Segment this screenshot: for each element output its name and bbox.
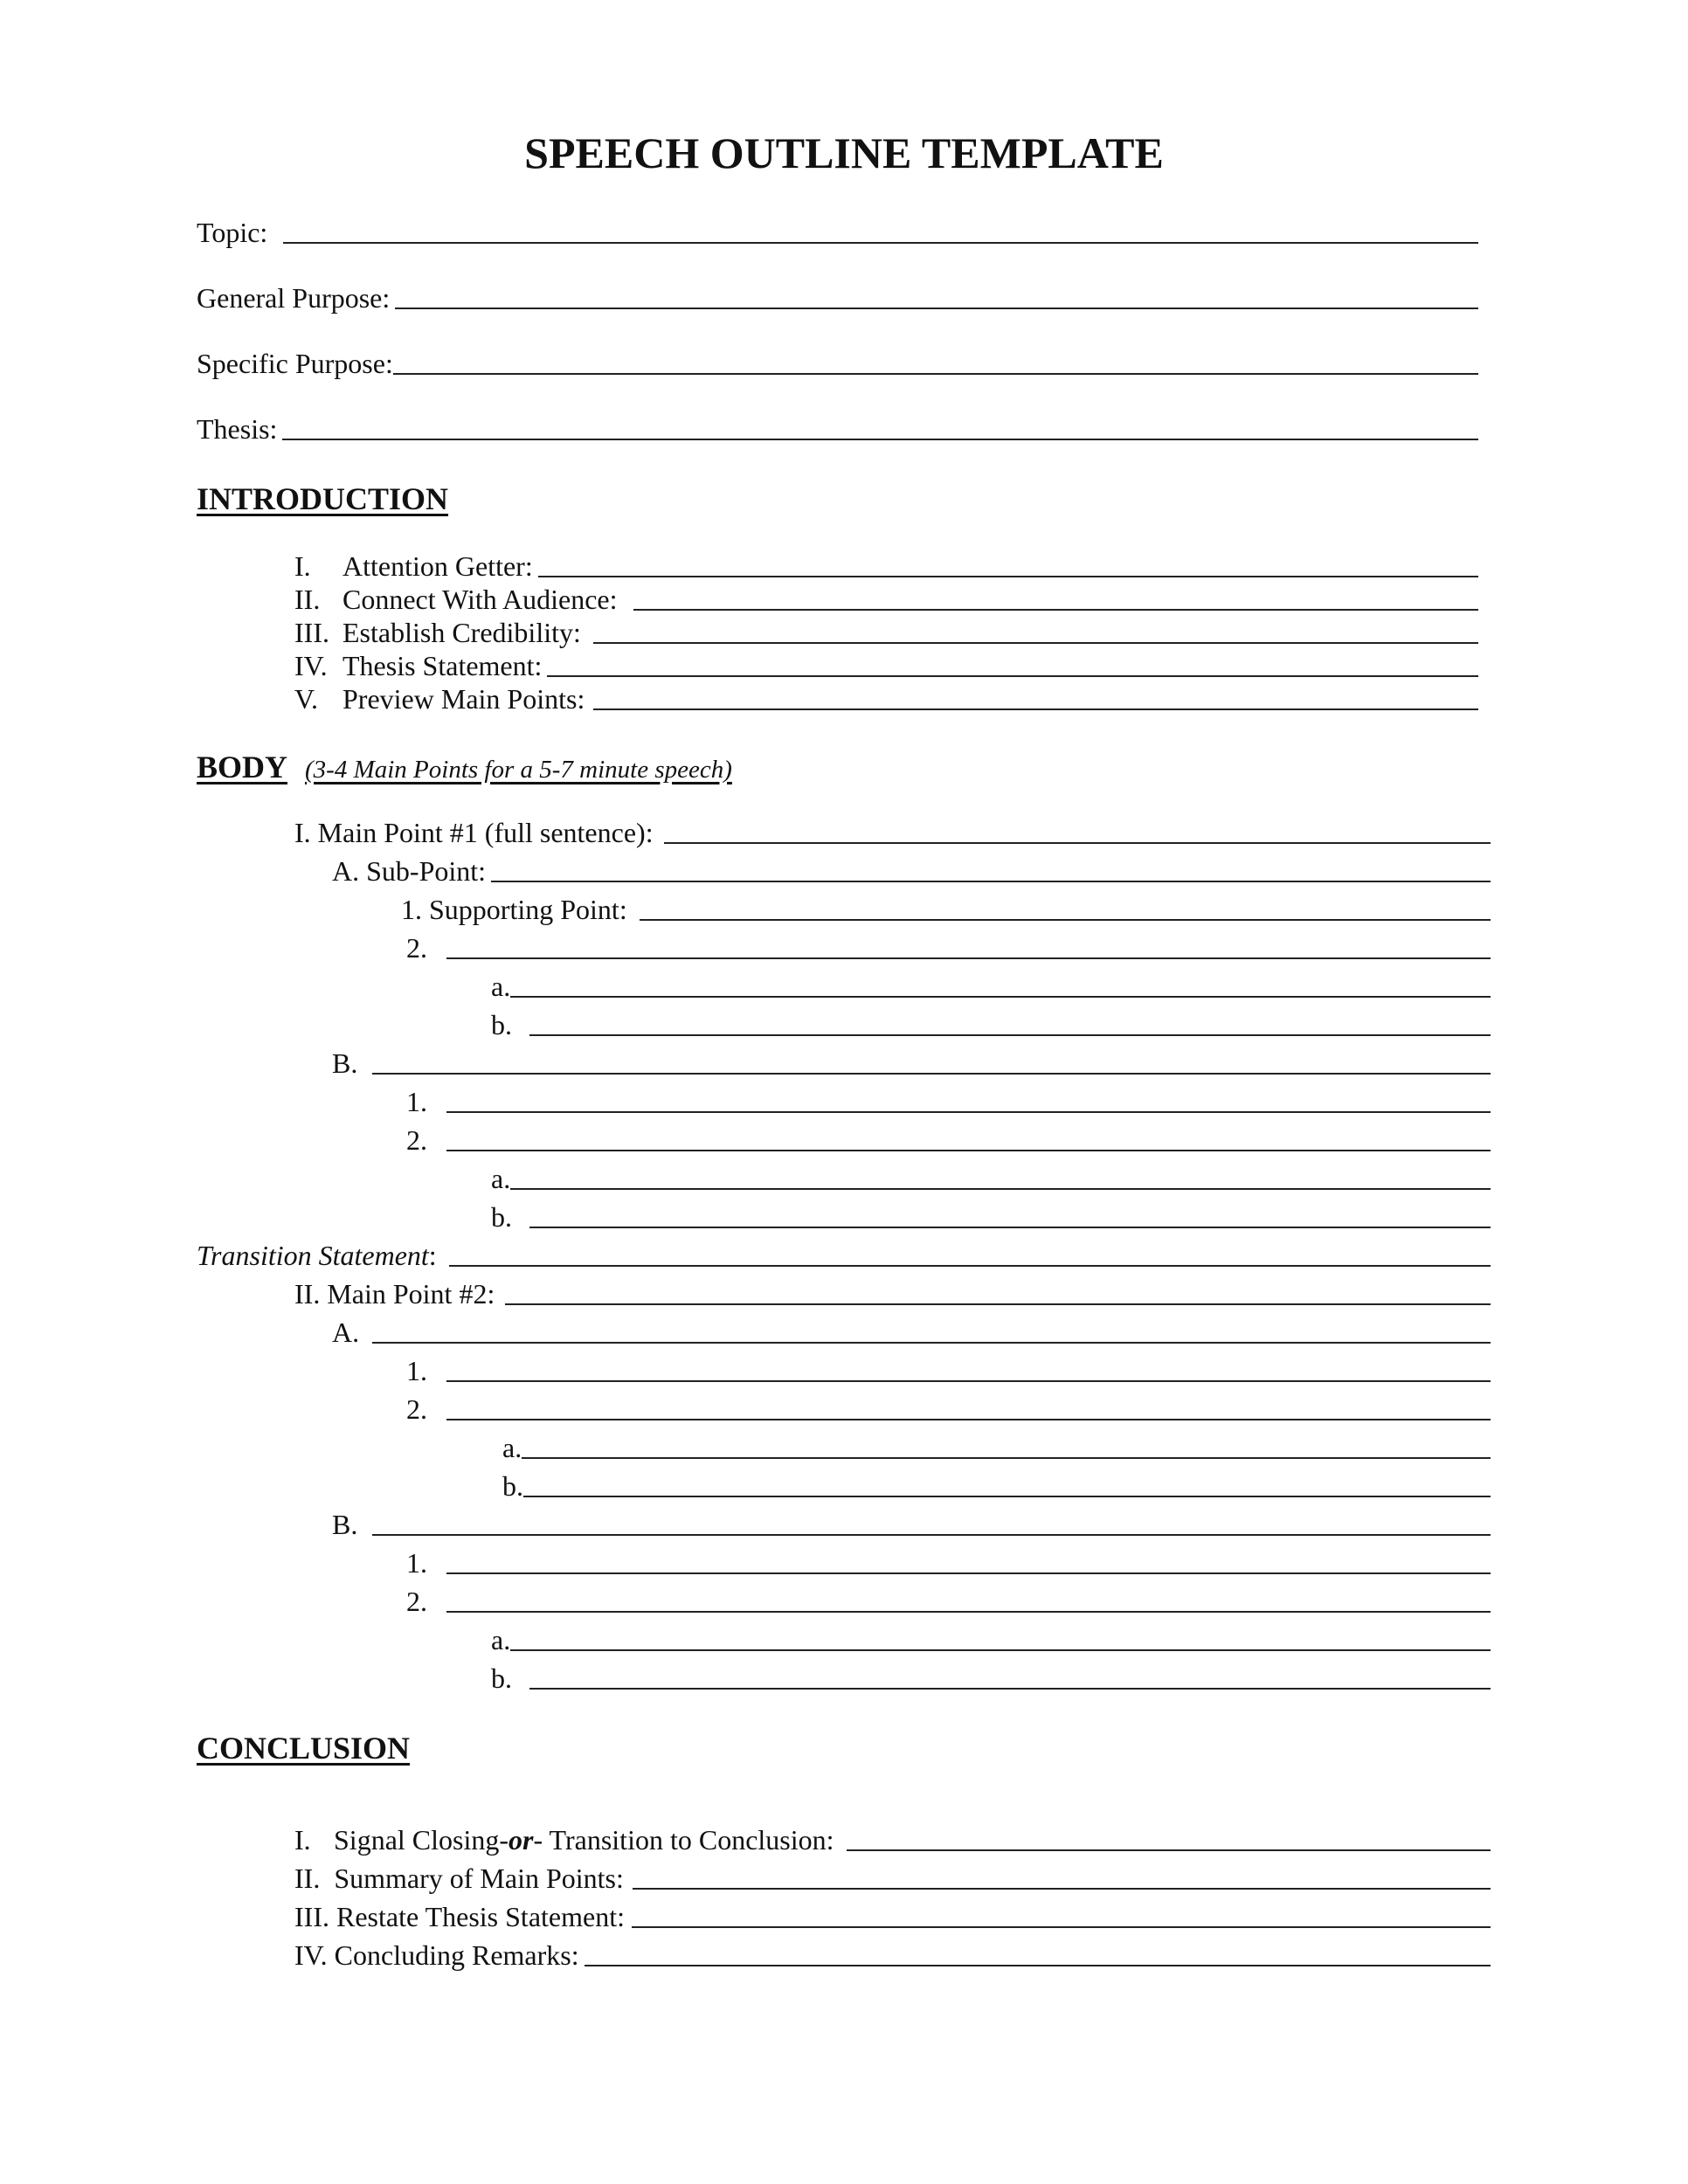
main2-sub-a-1-line[interactable] (446, 1379, 1491, 1382)
main1-sub-b[interactable] (332, 1049, 1491, 1077)
topic-field[interactable] (197, 218, 1478, 246)
main1-sub-a-2b-label: b. (491, 1009, 512, 1040)
transition-colon: : (428, 1240, 437, 1271)
main1-sub-a-1[interactable] (401, 895, 1491, 923)
main1-sub-b-2b-line[interactable] (529, 1225, 1491, 1228)
main1-sub-b-2a-label: a. (491, 1163, 511, 1194)
main2-sub-a-2-label: 2. (406, 1393, 427, 1425)
general-purpose-label: General Purpose: (197, 282, 391, 314)
main1-sub-a-label: A. Sub-Point: (332, 855, 487, 887)
intro-item-3-label: Establish Credibility: (342, 617, 581, 648)
intro-item-3[interactable] (294, 619, 1478, 646)
main2-sub-b-line[interactable] (372, 1532, 1491, 1536)
main1-sub-a-2[interactable] (406, 934, 1491, 962)
conclusion-item-1-line[interactable] (847, 1848, 1491, 1851)
main2-sub-b-2b-line[interactable] (529, 1686, 1491, 1690)
conclusion-item-3[interactable] (294, 1903, 1491, 1931)
main-point-2-label: II. Main Point #2: (294, 1278, 495, 1310)
main1-sub-a-2a[interactable] (491, 972, 1491, 1000)
conclusion-heading: CONCLUSION (197, 1731, 411, 1766)
main1-sub-a-2-label: 2. (406, 932, 427, 964)
thesis-line[interactable] (282, 437, 1478, 440)
intro-item-4[interactable] (294, 652, 1478, 680)
main2-sub-a-2[interactable] (406, 1395, 1491, 1423)
main2-sub-b-2b[interactable] (491, 1664, 1491, 1692)
main1-sub-a[interactable] (332, 857, 1491, 885)
main2-sub-a-2b-label: b. (502, 1470, 523, 1502)
general-purpose-field[interactable] (197, 284, 1478, 312)
conclusion-item-4-line[interactable] (585, 1963, 1491, 1966)
conclusion-item-3-label: III. Restate Thesis Statement: (294, 1901, 625, 1932)
main1-sub-b-label: B. (332, 1047, 358, 1079)
conclusion-item-4-label: IV. Concluding Remarks: (294, 1939, 579, 1971)
intro-item-1-num: I. (294, 550, 311, 582)
transition-statement[interactable] (197, 1241, 1491, 1269)
main1-sub-b-1-label: 1. (406, 1086, 427, 1117)
conclusion-item-4[interactable] (294, 1941, 1491, 1969)
specific-purpose-label: Specific Purpose: (197, 348, 393, 379)
body-note: (3-4 Main Points for a 5-7 minute speech) (305, 756, 732, 784)
main1-sub-b-2a[interactable] (491, 1165, 1491, 1192)
intro-item-5[interactable] (294, 685, 1478, 713)
intro-item-5-label: Preview Main Points: (342, 683, 585, 715)
main2-sub-a-2b-line[interactable] (523, 1494, 1491, 1497)
main2-sub-b-1[interactable] (406, 1549, 1491, 1577)
main1-sub-a-1-label: 1. Supporting Point: (401, 894, 627, 925)
body-heading-text: BODY (197, 750, 288, 784)
main2-sub-a-1-label: 1. (406, 1355, 427, 1386)
main2-sub-b-2a-line[interactable] (510, 1648, 1491, 1651)
conclusion-item-1-num: I. (294, 1824, 311, 1856)
main-point-1-label: I. Main Point #1 (full sentence): (294, 817, 654, 848)
main1-sub-a-1-line[interactable] (640, 917, 1491, 921)
transition-label: Transition Statement (197, 1240, 429, 1271)
main1-sub-a-2b[interactable] (491, 1011, 1491, 1039)
main1-sub-a-2-line[interactable] (446, 956, 1491, 959)
body-heading (197, 751, 732, 783)
main2-sub-a-2a[interactable] (502, 1434, 1491, 1462)
main2-sub-a-label: A. (332, 1317, 360, 1348)
thesis-field[interactable] (197, 415, 1478, 443)
intro-item-3-line[interactable] (593, 640, 1478, 644)
intro-item-4-label: Thesis Statement: (342, 650, 543, 681)
main1-sub-a-line[interactable] (491, 879, 1491, 882)
conclusion-item-2[interactable] (294, 1864, 1491, 1892)
transition-line[interactable] (449, 1263, 1491, 1267)
conclusion-item-2-label: II. Summary of Main Points: (294, 1863, 624, 1894)
main2-sub-a-2a-line[interactable] (522, 1455, 1491, 1459)
topic-line[interactable] (283, 240, 1478, 244)
main-point-1[interactable] (294, 819, 1491, 847)
topic-label: Topic: (197, 217, 268, 248)
main1-sub-b-2-label: 2. (406, 1124, 427, 1156)
intro-item-4-line[interactable] (547, 674, 1478, 677)
conclusion-item-3-line[interactable] (632, 1925, 1491, 1928)
introduction-heading: INTRODUCTION (197, 481, 449, 516)
main1-sub-b-2b-label: b. (491, 1201, 512, 1233)
main1-sub-a-2a-line[interactable] (510, 994, 1491, 998)
intro-item-1-line[interactable] (538, 574, 1478, 577)
main2-sub-b-label: B. (332, 1509, 358, 1540)
intro-item-2-num: II. (294, 584, 321, 615)
intro-item-3-num: III. (294, 617, 329, 648)
main-point-2[interactable] (294, 1280, 1491, 1308)
general-purpose-line[interactable] (395, 306, 1478, 309)
intro-item-1-label: Attention Getter: (342, 550, 533, 582)
main1-sub-b-2-line[interactable] (446, 1148, 1491, 1151)
conclusion-item-1[interactable] (294, 1826, 1491, 1854)
main2-sub-b-2-line[interactable] (446, 1609, 1491, 1613)
main2-sub-b-2a-label: a. (491, 1624, 511, 1655)
main2-sub-b-2b-label: b. (491, 1662, 512, 1694)
thesis-label: Thesis: (197, 413, 278, 445)
intro-item-5-line[interactable] (593, 707, 1478, 710)
main2-sub-b[interactable] (332, 1510, 1491, 1538)
intro-item-2-line[interactable] (633, 607, 1479, 611)
intro-item-1[interactable] (294, 552, 1478, 580)
main1-sub-b-1-line[interactable] (446, 1109, 1491, 1113)
main2-sub-b-2-label: 2. (406, 1586, 427, 1617)
main1-sub-a-2b-line[interactable] (529, 1033, 1491, 1036)
main1-sub-b-2a-line[interactable] (510, 1186, 1491, 1190)
main-point-1-line[interactable] (664, 840, 1491, 844)
main2-sub-a-line[interactable] (372, 1340, 1491, 1344)
main2-sub-a-2b[interactable] (502, 1472, 1491, 1500)
main1-sub-b-1[interactable] (406, 1088, 1491, 1116)
main2-sub-b-2a[interactable] (491, 1626, 1491, 1654)
main2-sub-a[interactable] (332, 1318, 1491, 1346)
main1-sub-a-2a-label: a. (491, 971, 511, 1002)
intro-item-5-num: V. (294, 683, 318, 715)
main2-sub-b-1-line[interactable] (446, 1571, 1491, 1574)
conclusion-item-1-or: or (508, 1824, 534, 1856)
main2-sub-b-1-label: 1. (406, 1547, 427, 1579)
main2-sub-a-1[interactable] (406, 1357, 1491, 1385)
conclusion-item-1-pre: Signal Closing- (334, 1824, 509, 1856)
specific-purpose-line[interactable] (393, 371, 1478, 375)
intro-item-2-label: Connect With Audience: (342, 584, 618, 615)
conclusion-item-1-post: - Transition to Conclusion: (533, 1824, 834, 1856)
specific-purpose-field[interactable] (197, 349, 1478, 377)
intro-item-2[interactable] (294, 585, 1478, 613)
main-point-2-line[interactable] (505, 1302, 1491, 1305)
main2-sub-a-2a-label: a. (502, 1432, 522, 1463)
main2-sub-b-2[interactable] (406, 1587, 1491, 1615)
main2-sub-a-2-line[interactable] (446, 1417, 1491, 1420)
main1-sub-b-2[interactable] (406, 1126, 1491, 1154)
page-title: SPEECH OUTLINE TEMPLATE (524, 128, 1164, 177)
conclusion-item-2-line[interactable] (633, 1886, 1491, 1890)
intro-item-4-num: IV. (294, 650, 328, 681)
main1-sub-b-line[interactable] (372, 1071, 1491, 1075)
main1-sub-b-2b[interactable] (491, 1203, 1491, 1231)
